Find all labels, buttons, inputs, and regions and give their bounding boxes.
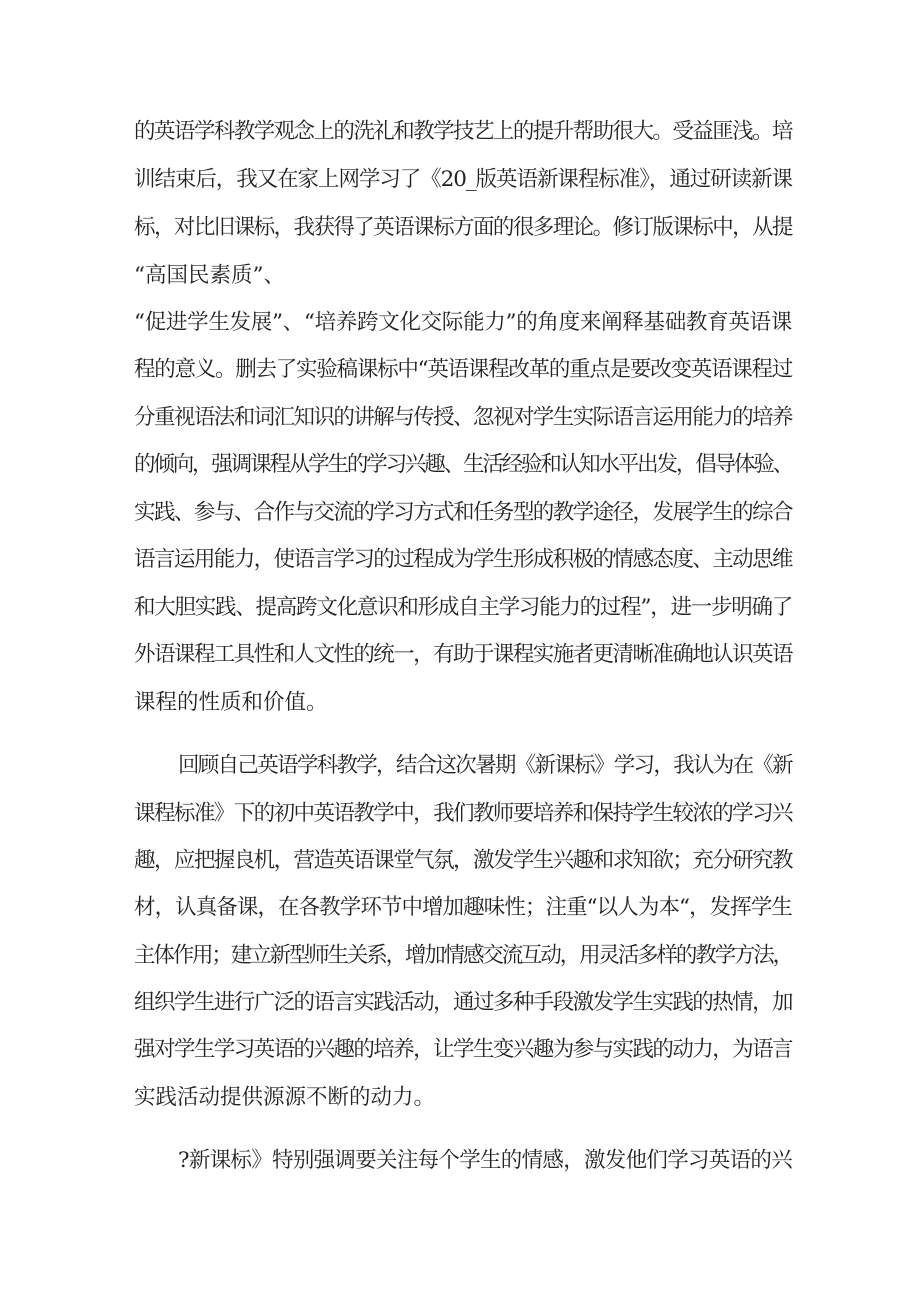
text-line: 实践、参与、合作与交流的学习方式和任务型的教学途径，发展学生的综合 — [134, 500, 792, 525]
text-line: 的英语学科教学观念上的洗礼和教学技艺上的提升帮助很大。受益匪浅。培 — [134, 119, 792, 144]
text-line: “促进学生发展”、“培养跨文化交际能力”的角度来阐释基础教育英语课 — [134, 310, 792, 335]
text-line: 实践活动提供源源不断的动力。 — [134, 1085, 436, 1110]
text-line: 材，认真备课，在各教学环节中增加趣味性；注重“以人为本“，发挥学生 — [134, 895, 792, 920]
text-line: 强对学生学习英语的兴趣的培养，让学生变兴趣为参与实践的动力，为语言 — [134, 1037, 792, 1062]
text-line: 主体作用；建立新型师生关系，增加情感交流互动，用灵活多样的教学方法， — [134, 943, 792, 968]
text-line: 课程的性质和价值。 — [134, 690, 328, 715]
text-line: 和大胆实践、提高跨文化意识和形成自主学习能力的过程”，进一步明确了 — [134, 595, 792, 620]
text-line: 程的意义。删去了实验稿课标中“英语课程改革的重点是要改变英语课程过 — [134, 357, 792, 382]
text-line: ?新课标》特别强调要关注每个学生的情感，激发他们学习英语的兴 — [178, 1148, 792, 1173]
text-line: 组织学生进行广泛的语言实践活动，通过多种手段激发学生实践的热情，加 — [134, 990, 792, 1015]
text-line: 分重视语法和词汇知识的讲解与传授、忽视对学生实际语言运用能力的培养 — [134, 405, 792, 430]
text-line: 外语课程工具性和人文性的统一，有助于课程实施者更清晰准确地认识英语 — [134, 642, 792, 667]
text-line: 语言运用能力，使语言学习的过程成为学生形成积极的情感态度、主动思维 — [134, 547, 792, 572]
text-line: 的倾向，强调课程从学生的学习兴趣、生活经验和认知水平出发，倡导体验、 — [134, 452, 792, 477]
text-line: 课程标准》下的初中英语教学中，我们教师要培养和保持学生较浓的学习兴 — [134, 801, 792, 826]
text-line: 回顾自己英语学科教学，结合这次暑期《新课标》学习，我认为在《新 — [178, 753, 792, 778]
text-line: “高国民素质”、 — [134, 263, 285, 288]
text-line: 趣，应把握良机，营造英语课堂气氛，激发学生兴趣和求知欲；充分研究教 — [134, 848, 792, 873]
text-line: 标，对比旧课标，我获得了英语课标方面的很多理论。修订版课标中，从提 — [134, 215, 792, 240]
text-line: 训结束后，我又在家上网学习了《20_版英语新课程标准》，通过研读新课 — [134, 167, 792, 192]
